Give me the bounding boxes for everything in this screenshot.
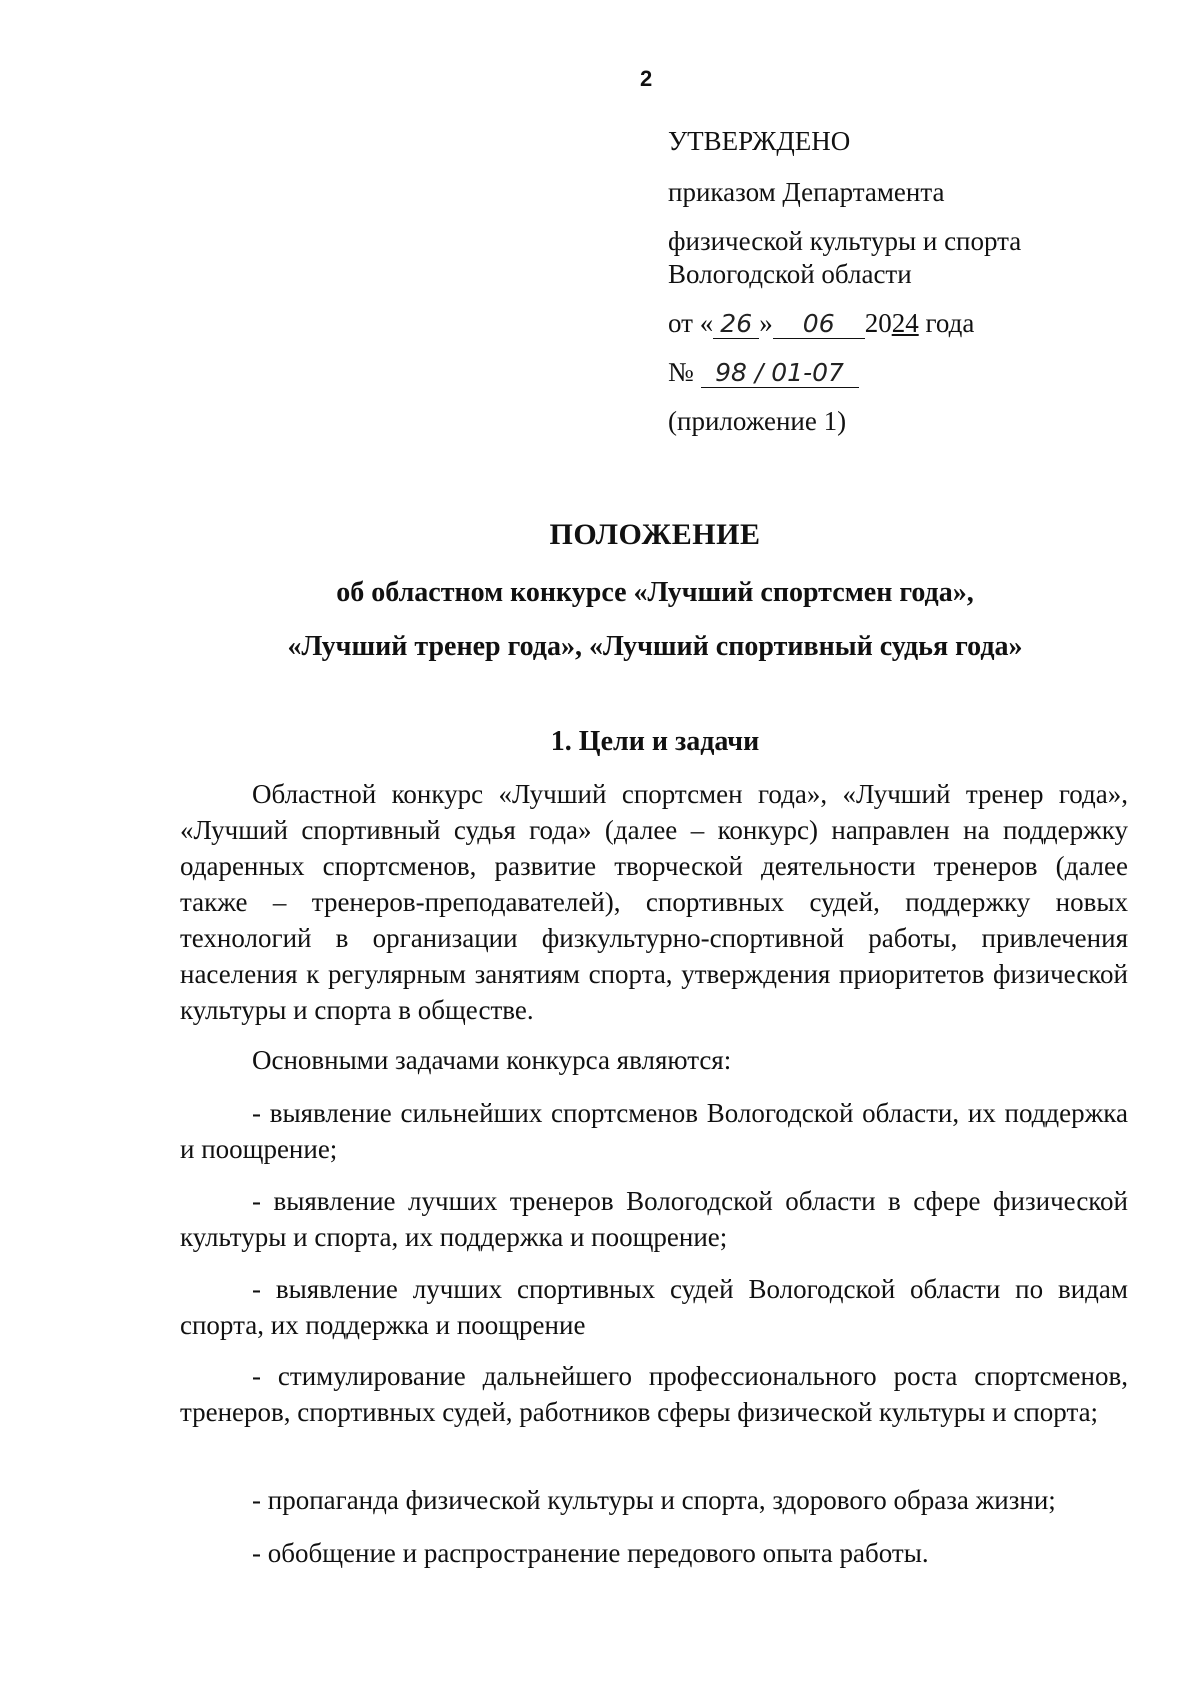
intro-paragraph	[180, 776, 1128, 1028]
number-prefix: №	[668, 357, 694, 387]
list-item	[180, 1358, 1128, 1430]
list-item	[180, 1095, 1128, 1167]
task-text: - выявление лучших тренеров Вологодской области в сфере физической культуры и спорта, их поддержка и поощрение;	[180, 1186, 1128, 1252]
approval-heading: УТВЕРЖДЕНО	[668, 126, 851, 156]
approval-line-region: Вологодской области	[668, 259, 912, 289]
number-handwritten: 98 / 01-07	[701, 359, 859, 388]
date-day-handwritten: 26	[713, 310, 759, 339]
document-title: ПОЛОЖЕНИЕ	[549, 518, 761, 551]
date-mid: »	[759, 308, 773, 338]
task-text: - выявление лучших спортивных судей Вологодской области по видам спорта, их поддержка и поощрение	[180, 1274, 1128, 1340]
approval-appendix: (приложение 1)	[668, 406, 847, 436]
document-subtitle-line2: «Лучший тренер года», «Лучший спортивный судья года»	[287, 631, 1023, 662]
task-text: - обобщение и распространение передового опыта работы.	[252, 1538, 929, 1568]
date-year-start: 20	[864, 308, 892, 338]
approval-line-department: физической культуры и спорта	[668, 226, 1022, 256]
date-prefix: от «	[668, 308, 714, 338]
approval-number	[668, 356, 1148, 389]
list-item	[180, 1535, 1128, 1571]
date-year-end: 24	[891, 308, 919, 338]
task-text: - стимулирование дальнейшего профессионального роста спортсменов, тренеров, спортивных судей, работников сферы физической культуры и спорта;	[180, 1361, 1128, 1427]
task-text: - выявление сильнейших спортсменов Вологодской области, их поддержка и поощрение;	[180, 1098, 1128, 1164]
tasks-heading-paragraph	[180, 1042, 1128, 1078]
section-heading: 1. Цели и задачи	[550, 726, 760, 757]
tasks-heading: Основными задачами конкурса являются:	[252, 1045, 732, 1075]
list-item	[180, 1482, 1128, 1518]
intro-text: Областной конкурс «Лучший спортсмен года», «Лучший тренер года», «Лучший спортивный судья года» (далее – конкурс) направлен на поддержку одаренных спортсменов, развитие творческой деятельности тренеров (далее также – тренеров-преподавателей), спортивных судей, поддержку новых технологий в организации физкультурно-спортивной работы, привлечения населения к регулярным занятиям спорта, утверждения приоритетов физической культуры и спорта в обществе.	[180, 779, 1128, 1025]
approval-block	[668, 125, 1148, 438]
document-subtitle	[180, 566, 1130, 674]
approval-line-order: приказом Департамента	[668, 177, 945, 207]
task-text: - пропаганда физической культуры и спорта, здорового образа жизни;	[252, 1485, 1056, 1515]
page-number: 2	[640, 66, 653, 91]
list-item	[180, 1271, 1128, 1343]
date-suffix: года	[918, 308, 975, 338]
approval-date	[668, 307, 1148, 340]
date-month-handwritten: 06	[773, 310, 865, 339]
document-subtitle-line1: об областном конкурсе «Лучший спортсмен года»,	[336, 577, 974, 608]
list-item	[180, 1183, 1128, 1255]
